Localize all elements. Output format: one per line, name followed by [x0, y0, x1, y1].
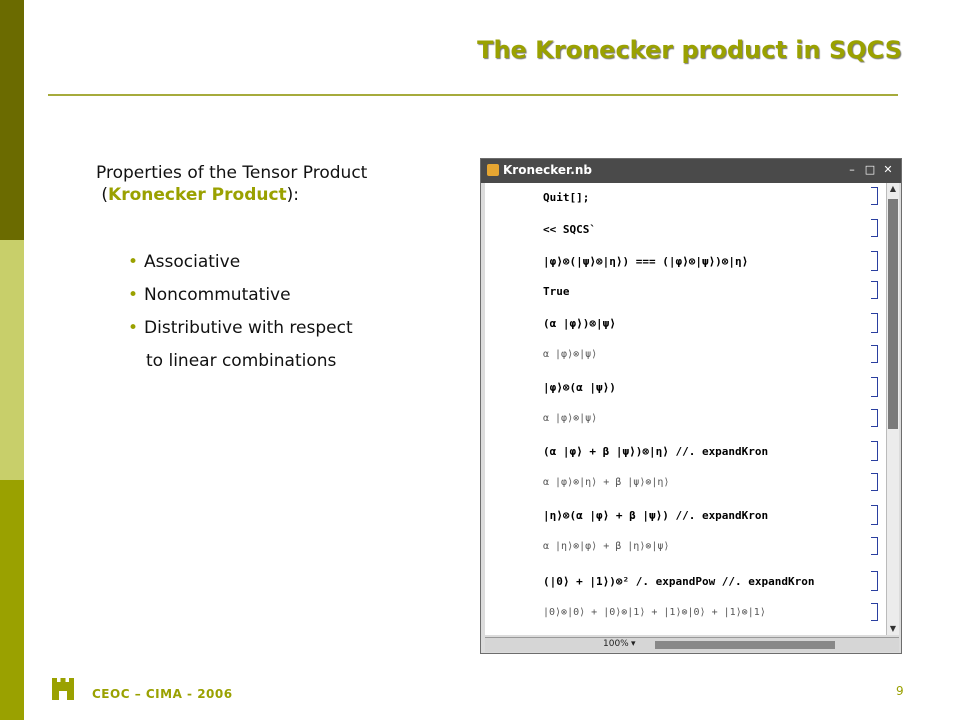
input-cell[interactable]: |η⟩⊗(α |φ⟩ + β |ψ⟩) //. expandKron: [543, 509, 769, 522]
page-number: 9: [896, 684, 904, 698]
notebook-window-title: Kronecker.nb: [503, 163, 592, 177]
output-cell[interactable]: |0⟩⊗|0⟩ + |0⟩⊗|1⟩ + |1⟩⊗|0⟩ + |1⟩⊗|1⟩: [543, 607, 766, 618]
cell-bracket[interactable]: [871, 219, 878, 237]
list-item: • Associative: [128, 252, 241, 272]
bullet-dot: •: [128, 318, 139, 338]
cell-bracket[interactable]: [871, 441, 878, 461]
sidebar-band-top: [0, 0, 24, 240]
maximize-icon[interactable]: □: [864, 163, 876, 176]
vertical-scrollbar[interactable]: [886, 183, 899, 635]
horizontal-scroll-thumb[interactable]: [655, 641, 835, 649]
notebook-window[interactable]: [480, 158, 902, 654]
intro-text: [96, 162, 367, 206]
intro-line-1: Properties of the Tensor Product: [96, 163, 368, 183]
input-cell[interactable]: (α |φ⟩ + β |ψ⟩)⊗|η⟩ //. expandKron: [543, 445, 769, 458]
cell-bracket[interactable]: [871, 571, 878, 591]
output-cell[interactable]: True: [543, 285, 570, 298]
intro-line-2: [96, 184, 367, 206]
cell-bracket[interactable]: [871, 313, 878, 333]
bullet-dot: •: [128, 285, 139, 305]
cell-bracket[interactable]: [871, 281, 878, 299]
output-cell[interactable]: α |η⟩⊗|φ⟩ + β |η⟩⊗|ψ⟩: [543, 541, 670, 552]
input-cell[interactable]: |φ⟩⊗(α |ψ⟩): [543, 381, 616, 394]
footer-text: CEOC – CIMA - 2006: [92, 687, 233, 701]
zoom-dropdown-icon[interactable]: ▾: [631, 639, 636, 649]
list-item-continuation: to linear combinations: [146, 351, 337, 371]
intro-close: ):: [286, 185, 300, 205]
cell-bracket[interactable]: [871, 537, 878, 555]
notebook-statusbar: [485, 637, 899, 652]
intro-open: (: [101, 185, 109, 205]
scroll-thumb[interactable]: [888, 199, 898, 429]
input-cell[interactable]: << SQCS`: [543, 223, 596, 236]
sidebar-band-middle: [0, 240, 24, 480]
scroll-down-icon[interactable]: ▼: [889, 624, 897, 633]
cell-bracket[interactable]: [871, 603, 878, 621]
output-cell[interactable]: α |φ⟩⊗|η⟩ + β |ψ⟩⊗|η⟩: [543, 477, 670, 488]
bullet-dot: •: [128, 252, 139, 272]
property-list: [128, 252, 353, 384]
cell-bracket[interactable]: [871, 409, 878, 427]
list-item: • Noncommutative: [128, 285, 291, 305]
close-icon[interactable]: ✕: [883, 163, 893, 176]
notebook-content[interactable]: [485, 183, 887, 635]
ceoc-logo: [50, 676, 76, 702]
cell-bracket[interactable]: [871, 345, 878, 363]
title-divider: [48, 94, 898, 96]
mathematica-icon: [487, 164, 499, 176]
output-cell[interactable]: α |φ⟩⊗|ψ⟩: [543, 413, 598, 424]
input-cell[interactable]: (|0⟩ + |1⟩)⊗² /. expandPow //. expandKron: [543, 575, 815, 588]
minimize-icon[interactable]: –: [849, 163, 855, 176]
input-cell[interactable]: Quit[];: [543, 191, 590, 204]
cell-bracket[interactable]: [871, 377, 878, 397]
slide-title: The Kronecker product in SQCS: [477, 36, 902, 64]
sidebar-band-bottom: [0, 480, 24, 720]
input-cell[interactable]: (α |φ⟩)⊗|ψ⟩: [543, 317, 616, 330]
scroll-up-icon[interactable]: ▲: [889, 184, 897, 193]
cell-bracket[interactable]: [871, 251, 878, 271]
kronecker-highlight: Kronecker Product: [108, 185, 287, 205]
output-cell[interactable]: α |φ⟩⊗|ψ⟩: [543, 349, 598, 360]
notebook-titlebar[interactable]: [481, 159, 901, 183]
cell-bracket[interactable]: [871, 187, 878, 205]
input-cell[interactable]: |φ⟩⊗(|ψ⟩⊗|η⟩) === (|φ⟩⊗|ψ⟩)⊗|η⟩: [543, 255, 749, 268]
list-item: • Distributive with respect: [128, 318, 353, 338]
zoom-level[interactable]: 100%: [603, 639, 629, 649]
cell-bracket[interactable]: [871, 505, 878, 525]
cell-bracket[interactable]: [871, 473, 878, 491]
